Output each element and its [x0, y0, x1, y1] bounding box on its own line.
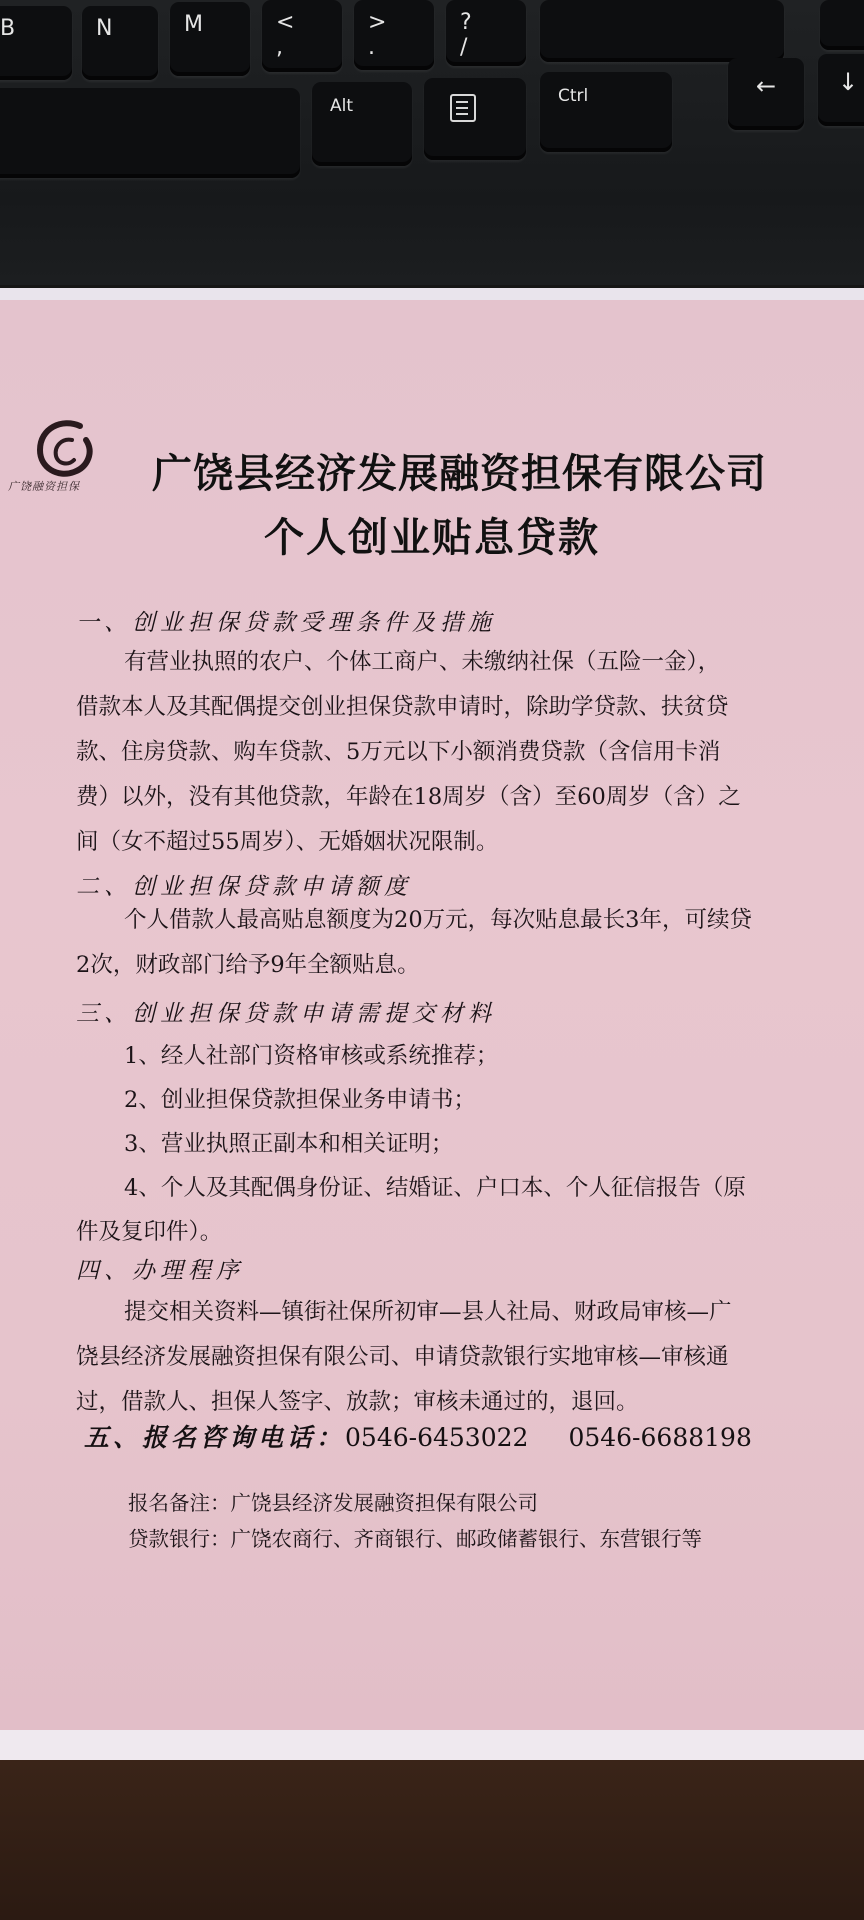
- phone-line: [84, 1418, 752, 1454]
- section5-heading: 五、报名咨询电话：: [84, 1423, 346, 1452]
- key-period-upper: >: [368, 10, 387, 35]
- key-edge: [820, 0, 864, 50]
- key-space: [0, 88, 300, 178]
- key-period-lower: .: [368, 35, 375, 60]
- section3-item3: 3、营业执照正副本和相关证明；: [124, 1131, 454, 1157]
- section1-line5: 间（女不超过55周岁）、无婚姻状况限制。: [76, 829, 499, 855]
- key-comma-lower: ,: [276, 35, 283, 60]
- section1-heading: 一、创业担保贷款受理条件及措施: [76, 610, 496, 636]
- loan-title: 个人创业贴息贷款: [264, 514, 600, 561]
- logo-caption: 广饶融资担保: [8, 480, 80, 493]
- section2-line2: 2次，财政部门给予9年全额贴息。: [76, 952, 420, 978]
- section3-item4: 4、个人及其配偶身份证、结婚证、户口本、个人征信报告（原: [124, 1175, 746, 1201]
- section2-line1: 个人借款人最高贴息额度为20万元，每次贴息最长3年，可续贷: [124, 907, 752, 933]
- section4-line2: 饶县经济发展融资担保有限公司、申请贷款银行实地审核—审核通: [76, 1344, 729, 1370]
- key-n: N: [82, 6, 158, 80]
- section3-item2: 2、创业担保贷款担保业务申请书；: [124, 1087, 476, 1113]
- note-registration: 报名备注：广饶县经济发展融资担保有限公司: [128, 1491, 538, 1515]
- section4-heading: 四、办理程序: [76, 1258, 244, 1284]
- section1-line4: 费）以外，没有其他贷款，年龄在18周岁（含）至60周岁（含）之: [76, 784, 741, 810]
- key-menu: [424, 78, 526, 160]
- section1-line1: 有营业执照的农户、个体工商户、未缴纳社保（五险一金），: [124, 649, 721, 675]
- key-slash-lower: /: [460, 35, 468, 60]
- note-banks: 贷款银行：广饶农商行、齐商银行、邮政储蓄银行、东营银行等: [128, 1527, 702, 1551]
- company-title: 广饶县经济发展融资担保有限公司: [152, 450, 767, 497]
- key-comma: [262, 0, 342, 72]
- section3-item1: 1、经人社部门资格审核或系统推荐；: [124, 1043, 499, 1069]
- section3-heading: 三、创业担保贷款申请需提交材料: [76, 1001, 496, 1027]
- section4-line3: 过，借款人、担保人签字、放款；审核未通过的，退回。: [76, 1389, 639, 1415]
- phone-number-1: 0546-6453022: [345, 1423, 529, 1452]
- key-left-arrow: ←: [728, 58, 804, 130]
- section1-line3: 款、住房贷款、购车贷款、5万元以下小额消费贷款（含信用卡消: [76, 739, 721, 765]
- key-down-arrow: ↓: [818, 54, 864, 126]
- key-m: M: [170, 2, 250, 76]
- key-alt: Alt: [312, 82, 412, 166]
- section3-item4-cont: 件及复印件）。: [76, 1219, 223, 1245]
- key-shift: [540, 0, 784, 62]
- menu-icon: [450, 94, 476, 122]
- key-ctrl: Ctrl: [540, 72, 672, 152]
- section2-heading: 二、创业担保贷款申请额度: [76, 874, 412, 900]
- section1-line2: 借款本人及其配偶提交创业担保贷款申请时，除助学贷款、扶贫贷: [76, 694, 729, 720]
- section4-line1: 提交相关资料—镇街社保所初审—县人社局、财政局审核—广: [124, 1299, 732, 1325]
- key-b: B: [0, 6, 72, 80]
- paper-bottom-edge: [0, 1730, 864, 1760]
- table-surface: [0, 1760, 864, 1920]
- key-slash: [446, 0, 526, 66]
- key-period: [354, 0, 434, 70]
- key-comma-upper: <: [276, 10, 295, 35]
- keyboard: [0, 0, 864, 285]
- phone-number-2: 0546-6688198: [568, 1423, 752, 1452]
- key-slash-upper: ?: [460, 10, 472, 35]
